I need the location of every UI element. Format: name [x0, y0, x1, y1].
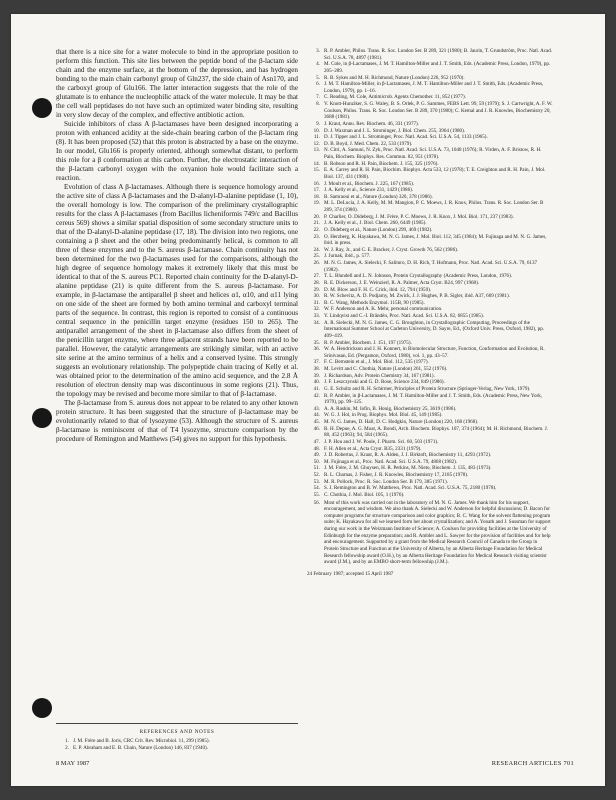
reference-item	[307, 260, 553, 273]
reference-item	[307, 220, 553, 227]
reference-item	[56, 745, 298, 752]
reference-number: 24.	[313, 246, 320, 253]
reference-item	[307, 273, 553, 280]
reference-number: 5.	[316, 74, 320, 81]
reference-text: R. E. Dickerson, J. E. Weinzierl, R. A. Palmer, Acta Cryst. B24, 997 (1968).	[324, 279, 480, 286]
acknowledgment	[307, 500, 553, 566]
reference-number: 33.	[313, 313, 320, 319]
reference-text: C. Reading, M. Cole, Antimicrob. Agents Chemother. 11, 852 (1977).	[324, 94, 466, 101]
binder-hole	[32, 408, 52, 428]
reference-number: 20.	[313, 213, 320, 220]
reference-item	[307, 81, 553, 94]
reference-item	[307, 300, 553, 307]
reference-item	[307, 234, 553, 247]
body-paragraph: Suicide inhibitors of class A β-lactamases have been designed incorporating a proton with enhanced acidity at the side-chain bearing carbon of the β-lactam ring (8). It has been proposed (52) that this proton is abstracted by a base on the enzyme. In our model, Glu166 is properly oriented, although somewhat distant, to perform this role for a β conformation at this carbon. Further, the electrostatic interaction of the β-lactam carbonyl oxygen with the oxyanion hole would facilitate such a reaction.	[56, 120, 298, 182]
reference-number: 47.	[313, 438, 320, 445]
reference-item	[307, 61, 553, 74]
reference-number: 50.	[313, 458, 320, 465]
reference-list	[307, 48, 553, 499]
body-paragraph: The β-lactamase from S. aureus does not appear to be related to any other known protein structure. It has been suggested that the structure of β-lactamase may be evolutionarily related to that of lysozyme (53). Although the structure of S. aureus β-lactamase is reminiscent of that of T4 lysozyme, structure comparison by the procedure of Remington and Matthews (54) gives no support for this hypothesis.	[56, 399, 298, 443]
reference-text: M. N. G. James, D. Hall, D. C. Hodgkin, Nature (London) 220, 168 (1968).	[324, 419, 479, 425]
reference-number: 30.	[313, 293, 320, 300]
reference-text: J. Richardson, Adv. Protein Chemistry 34, 167 (1981).	[324, 372, 435, 379]
acknowledgment-text: Most of this work was carried out in the laboratory of M. N. G. James. We thank him for his support, encouragement, and wisdom. We also thank A. Sielecki and W. Anderson for helpful discussions; D. Bacon for computer programs for structure comparison and color graphics; B. C. Wang for the solvent flattening program suite; K. Hayakawa for all we learned form her about crystallization; and A. Yonath and J. Sussman for support during our work in the Weizmann Institute of Science; A. Coulson for providing facilities at the University of Edinburgh for the enzyme preparation; and R. Ambler and L. Sawyer for the provision of facilities and for help and encouragement. Supported by a grant from the Medical Research Council of Canada to the Group in Protein Structure and Function at the University of Alberta, by an Alberta Heritage Foundation for Medical Research fellowship award (O.H.), by an Alberta Heritage Foundation for Medical Research visiting scientist award (J.M.), and by an EMBO short-term fellowship (J.M.).	[324, 499, 551, 566]
reference-text: J. A. Kelly et al., J. Biol. Chem. 260, 6449 (1985).	[324, 220, 427, 227]
reference-number: 16.	[313, 180, 320, 187]
reference-item	[307, 419, 553, 426]
reference-text: J. A. Kelly et al., Science 231, 1429 (1986).	[324, 187, 414, 194]
reference-number: 31.	[313, 299, 320, 306]
issue-date: 8 MAY 1987	[56, 760, 90, 767]
reference-text: W. G. J. Hol, in Prog. Biophys. Mol. Biol. 45, 149 (1985).	[324, 412, 443, 419]
reference-text: A. A. Rashin, M. Iofin, B. Honig, Biochemistry 25, 3619 (1986).	[324, 405, 457, 412]
reference-number: 8.	[316, 101, 320, 107]
reference-text: J. M. Frère, J. M. Ghuysen, H. R. Perkins, M. Nieto, Biochem. J. 135, 483 (1973).	[324, 465, 492, 472]
reference-item	[307, 485, 553, 492]
reference-number: 28.	[313, 279, 320, 286]
article-body-column	[56, 48, 298, 444]
reference-number: 13.	[313, 147, 320, 154]
reference-number: 11.	[313, 134, 320, 141]
reference-item	[307, 346, 553, 359]
reference-number: 7.	[316, 94, 320, 101]
reference-item	[307, 366, 553, 373]
reference-item	[307, 492, 553, 499]
reference-number: 55.	[313, 491, 320, 498]
reference-number: 6.	[316, 81, 320, 88]
reference-number: 19.	[313, 200, 320, 207]
reference-text: R. P. Ambler, Philos. Trans. R. Soc. London Ser. B 289, 321 (1980); B. Jaurin, T. Grundström, Proc. Natl. Acad. Sci. U.S.A. 78, 4897 (1981).	[324, 48, 553, 61]
reference-text: N. Citri, A. Samuni, N. Zyk, Proc. Natl. Acad. Sci. U.S.A. 73, 1048 (1976); R. Virden, A. F. Bristow, R. H. Pain, Biochem. Biophys. Res. Commun. 82, 951 (1978).	[324, 147, 542, 160]
reference-item	[307, 227, 553, 234]
reference-item	[307, 200, 553, 213]
reference-item	[307, 134, 553, 141]
reference-item	[307, 379, 553, 386]
reference-number: 17.	[313, 187, 320, 194]
reference-number: 22.	[313, 226, 320, 233]
reference-text: F. C. Bernstein et al., J. Mol. Biol. 112, 535 (1977).	[324, 359, 429, 366]
reference-item	[307, 359, 553, 366]
reference-item	[307, 247, 553, 254]
reference-text: M. Cole, in β-Lactamases, J. M. T. Hamilton-Miller and J. T. Smith, Eds. (Academic Press, London, 1979), pp. 205–289.	[324, 61, 551, 74]
reference-text: G. E. Schultz and R. H. Schirmer, Principles of Protein Structure (Springer-Verlag, New York, 1979).	[324, 385, 531, 392]
reference-text: J. Moult et al., Biochem. J. 225, 167 (1985).	[324, 180, 415, 187]
reference-number: 34.	[313, 319, 320, 326]
reference-number: 35.	[313, 339, 320, 346]
reference-text: J. D. Robertus, J. Kraut, R. A. Alden, J. J. Birktoft, Biochemistry 11, 4293 (1972).	[324, 452, 492, 459]
reference-number: 10.	[313, 127, 320, 134]
references-column	[307, 48, 553, 577]
reference-text: J. M. Frère and B. Joris, CRC Crit. Rev. Microbiol. 11, 299 (1985).	[73, 738, 210, 744]
reference-item	[307, 320, 553, 340]
reference-text: J. M. T. Hamilton-Miller, in β-Lactamases, J. M. T. Hamilton-Miller and J. T. Smith, Eds. (Academic Press, London, 1979), pp. 1–16.	[324, 81, 544, 94]
reference-item	[307, 94, 553, 101]
reference-number: 53.	[313, 478, 320, 485]
reference-item	[307, 48, 553, 61]
reference-text: M. R. Pollock, Proc. R. Soc. London Ser. B 179, 385 (1971).	[324, 478, 448, 485]
reference-number: 25.	[313, 253, 320, 260]
reference-number: 39.	[313, 372, 320, 379]
reference-number: 48.	[313, 445, 320, 452]
reference-number: 21.	[313, 220, 320, 227]
section-page-number: RESEARCH ARTICLES 701	[491, 760, 574, 767]
reference-number: 18.	[313, 193, 320, 200]
reference-item	[307, 313, 553, 320]
reference-number: 14.	[313, 160, 320, 167]
reference-text: R. H. Depue, A. G. Moat, A. Bondi, Arch. Biochem. Biophys. 107, 374 (1964); M. H. Richmond, Biochem. J. 88, 452 (1963); 94, 584 (1965).	[324, 425, 548, 439]
reference-number: 32.	[313, 306, 320, 313]
reference-text: T. L. Blundell and L. N. Johnson, Protein Crystallography (Academic Press, London, 1976).	[324, 273, 513, 280]
reference-text: R. W. Schevitz, A. D. Podjarny, M. Zwick, J. J. Hughes, P. B. Sigler, ibid. A37, 669 (1981).	[324, 293, 510, 300]
reference-number: 40.	[313, 379, 320, 386]
reference-text: B. Samraoui et al., Nature (London) 320, 378 (1986).	[324, 193, 433, 200]
reference-item	[307, 293, 553, 300]
reference-number: 41.	[313, 385, 320, 392]
reference-item	[307, 187, 553, 194]
reference-text: M. Fujinaga et al., Proc. Natl. Acad. Sci. U.S.A. 79, 4868 (1982).	[324, 458, 458, 465]
reference-item	[307, 306, 553, 313]
reference-item	[307, 253, 553, 260]
reference-text: W. F. Anderson and A. K. Mehr, personal communication.	[324, 306, 443, 313]
binder-hole	[32, 98, 52, 118]
reference-text: S. J. Remington and B. W. Matthews, Proc. Natl. Acad. Sci. U.S.A. 75, 2180 (1978).	[324, 485, 497, 492]
reference-text: J. Kraut, Annu. Rev. Biochem. 46, 331 (1977).	[324, 120, 420, 127]
reference-number: 45.	[313, 419, 320, 425]
reference-number: 29.	[313, 286, 320, 293]
reference-number: 36.	[313, 346, 320, 353]
reference-item	[307, 121, 553, 128]
reference-number: 4.	[316, 61, 320, 68]
reference-text: E. A. Carrey and R. H. Pain, Biochim. Biophys. Acta 533, 12 (1978); T. E. Creighton and R. H. Pain, J. Mol. Biol. 137, 431 (1980).	[324, 167, 546, 180]
reference-text: R. P. Ambler, Biochem. J. 151, 197 (1975).	[324, 339, 412, 346]
reference-text: O. Dideberg et al., Nature (London) 299, 469 (1982).	[324, 226, 433, 233]
reference-number: 15.	[313, 167, 320, 174]
reference-number: 54.	[313, 485, 320, 492]
received-date: 24 February 1987; accepted 15 April 1987	[307, 570, 394, 577]
reference-item	[307, 194, 553, 201]
reference-text: R. L. Charnas, J. Fisher, J. R. Knowles, Biochemistry 17, 2185 (1978).	[324, 472, 469, 478]
reference-text: R. B. Sykes and M. H. Richmond, Nature (London) 226, 952 (1970).	[324, 74, 465, 81]
reference-number: 56.	[313, 499, 320, 506]
reference-text: D. M. Blow and F. H. C. Crick, ibid. 12, 794 (1959).	[324, 286, 432, 293]
reference-text: V. Knott-Hunziker, S. G. Waley, B. S. Orlek, P. G. Sammes, FEBS Lett. 99, 59 (1979); S. J. Cartwright, A. F. W. Coulson, Philos. Trans. R. Soc. London Ser. B 289, 370 (1980); C. Kemal and J. R. Knowles, Biochemistry 20, 3688 (1981).	[324, 101, 553, 121]
reference-number: 12.	[313, 140, 320, 147]
reference-item	[307, 280, 553, 287]
reference-number: 46.	[313, 425, 320, 432]
reference-item	[307, 167, 553, 180]
reference-item	[307, 472, 553, 479]
reference-text: M. Levitt and C. Chothia, Nature (London) 261, 552 (1976).	[324, 366, 448, 372]
reference-number: 2.	[65, 744, 69, 751]
reference-number: 23.	[313, 233, 320, 240]
reference-text: Y. Lindqvist and C.-I. Brändén, Proc. Natl. Acad. Sci. U.S.A. 82, 6855 (1985).	[324, 313, 484, 319]
reference-number: 37.	[313, 359, 320, 366]
reference-text: W. A. Hendrickson and J. H. Konnert, in Biomolecular Structure, Function, Conformation and Evolution, R. Srinivasan, Ed. (Pergamon, Oxford, 1980), vol. 1, pp. 43–57.	[324, 346, 545, 359]
reference-item	[307, 101, 553, 121]
reference-item	[307, 452, 553, 459]
reference-item	[307, 393, 553, 406]
reference-number: 27.	[313, 273, 320, 280]
reference-number: 3.	[316, 48, 320, 54]
reference-number: 42.	[313, 392, 320, 399]
reference-number: 49.	[313, 452, 320, 459]
reference-text: B. C. Wang, Methods Enzymol. 115B, 90 (1985).	[324, 299, 425, 306]
reference-number: 44.	[313, 412, 320, 419]
reference-text: O. Herzberg, K. Hayakawa, M. N. G. James, J. Mol. Biol. 112, 345 (1984); M. Fujinaga and M. N. G. James, ibid. in press.	[324, 233, 547, 247]
body-paragraph: that there is a nice site for a water molecule to bind in the appropriate position to perform this function. This site lies between the peptide bond of the β-lactam side chain and the enzyme surface, at the bottom of the depression, and has hydrogen bonding to the main chain carbonyl group of Gln237, the side chain of Asn170, and the carboxyl group of Glu166. The latter interaction suggests that the role of the glutamate is to enhance the nucleophilic attack of the water molecule. It may be that the cell wall peptidases do not have such an optimized water binding site, resulting in very slow decay of the complex, and effective antibiotic action.	[56, 48, 298, 119]
reference-number: 26.	[313, 260, 320, 266]
reference-number: 52.	[313, 472, 320, 478]
body-paragraph: Evolution of class A β-lactamases. Although there is sequence homology around the active site of class A β-lactamases and the D-alanyl-D-alanine peptidase (1, 10), the overall homology is low. The comparison of the preliminary crystallographic results for the class A β-lactamases (from Bacillus licheniformis 749/c and Bacillus cereus 569) shows a similar spatial disposition of some secondary structure units to that of the D-alanyl-D-alanine peptidase (17, 18). The division into two regions, one containing a β sheet and the other being predominantly helical, is common to all three of these enzymes and to the S. aureus β-lactamase. Chain continuity has not been determined for the two β-lactamases used for the comparisons, although the high degree of sequence homology makes it extremely likely that this must be identical to that of the S. aureus PC1. Reported chain continuity for the D-alanyl-D-alanine peptidase (21) is quite different from the S. aureus β-lactamase. For example, in β-lactamase the antiparallel β sheet and helices α1, α10, and α11 lying on one side of the sheet are formed by both amino terminal and carboxyl terminal parts of the sequence. In contrast, this region is reported to consist of a continuous central sequence in the penicillin target enzyme (residues 150 to 265). The antiparallel arrangement of the sheet in β-lactamase also differs from the sheet of the penicillin target enzyme, where three adjacent strands have been reported to be parallel. However, the catalytic arrangements are strikingly similar, with an active site serine at the amino terminus of a helix and a conserved lysine. This strongly suggests an evolutionary relationship. The polypeptide chain tracing of Kelly et al. was obtained prior to the determination of the amino acid sequence, and the 2.8 Å resolution of electron density map was discontinuous in some regions (21). Thus, the topology may be revised and become more similar to that of β-lactamase.	[56, 183, 298, 398]
reference-text: J. F. Leszczynski and G. D. Rose, Science 234, 849 (1986).	[324, 379, 445, 386]
reference-item	[56, 738, 298, 745]
reference-text: R. P. Ambler, in β-Lactamases, J. M. T. Hamilton-Miller and J. T. Smith, Eds. (Academic Press, New York, 1979), pp. 99–125.	[324, 392, 543, 406]
reference-number: 43.	[313, 405, 320, 412]
reference-text: J. Jurnak, ibid., p. 577.	[324, 253, 371, 260]
divider	[56, 723, 298, 724]
reference-item	[307, 412, 553, 419]
reference-item	[307, 147, 553, 160]
reference-text: J. P. Hou and J. W. Poole, J. Pharm. Sci. 60, 503 (1971).	[324, 438, 439, 445]
reference-item	[307, 465, 553, 472]
reference-item	[307, 439, 553, 446]
references-title: REFERENCES AND NOTES	[139, 729, 215, 735]
reference-number: 51.	[313, 465, 320, 472]
reference-text: W. J. Ray, Jr., and C. E. Bracker, J. Cryst. Growth 76, 562 (1986).	[324, 246, 459, 253]
reference-text: D. B. Boyd, J. Med. Chem. 22, 533 (1979).	[324, 140, 413, 147]
reference-number: 1.	[65, 738, 69, 744]
reference-item	[307, 426, 553, 439]
reference-text: D. J. Waxman and J. L. Strominger, J. Biol. Chem. 255, 3964 (1980).	[324, 127, 466, 134]
reference-number: 38.	[313, 366, 320, 372]
reference-text: E. P. Abraham and E. B. Chain, Nature (London) 146, 837 (1940).	[73, 744, 208, 751]
reference-number: 9.	[316, 120, 320, 127]
reference-text: C. Chothia, J. Mol. Biol. 105, 1 (1976).	[324, 491, 405, 498]
reference-text: F. H. Allen et al., Acta Cryst. B35, 2331 (1979).	[324, 445, 422, 452]
reference-text: D. J. Tipper and J. L. Strominger, Proc. Natl. Acad. Sci. U.S.A. 54, 1133 (1965).	[324, 134, 488, 141]
reference-item	[307, 386, 553, 393]
reference-text: A. R. Sielecki, M. N. G. James, C. G. Broughton, in Crystallographic Computing, Proceedings of the International Summer School at Carleton University, D. Sayre, Ed., (Oxford Univ. Press, Oxford, 1982), pp. 409–419.	[324, 319, 545, 339]
reference-text: M. N. G. James, A. Sielecki, F. Salituro, D. H. Rich, T. Hofmann, Proc. Natl. Acad. Sci. U.S.A. 79, 6137 (1982).	[324, 260, 538, 273]
reference-text: B. Robson and R. H. Pain, Biochem. J. 155, 325 (1976).	[324, 160, 439, 167]
binder-hole	[32, 698, 52, 718]
reference-text: M. L. DeLucia, J. A. Kelly, M. M. Mangion, P. C. Moews, J. R. Knox, Philos. Trans. R. Soc. London Ser. B 289, 374 (1980).	[324, 200, 544, 213]
reference-text: P. Charlier, O. Dideberg, J. M. Frère, P. C. Moews, J. R. Knox, J. Mol. Biol. 171, 237 (1983).	[324, 213, 514, 220]
